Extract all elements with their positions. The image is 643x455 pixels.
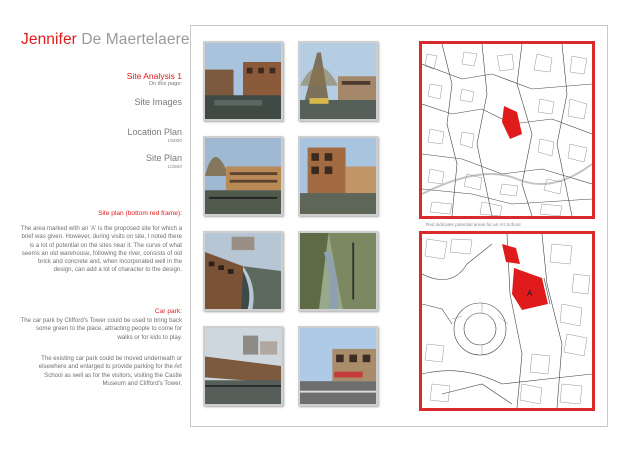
name-first: Jennifer (21, 31, 77, 48)
sidebar (0, 0, 190, 455)
site-photo-3[interactable] (203, 136, 283, 216)
location-plan-map[interactable] (419, 41, 595, 219)
site-photo-2[interactable] (298, 41, 378, 121)
map-caption: Red indicates potential areas for an Art School (426, 222, 521, 227)
site-owner-name (21, 31, 190, 49)
site-photo-6[interactable] (298, 231, 378, 311)
location-plan-scale: 1/5000 (167, 139, 182, 144)
site-photo-8[interactable] (298, 326, 378, 406)
site-plan-map[interactable] (419, 231, 595, 411)
car-park-description-2: The existing car park could be moved underneath or elsewhere and enlarged to provide parking for the Art School as well as for the visitors, visiting the Castle Museum and Clifford's Tower. (38, 355, 182, 387)
nav-site-plan[interactable]: Site Plan (145, 153, 182, 163)
on-this-page-label: On this page: (148, 81, 182, 87)
site-marker-label: A (527, 289, 533, 298)
site-plan-description: The area marked with an 'A' is the proposed site for which a brief was given. However, during visits on site, I noted there is a lot of potential on the sites near it. The curve of what seems an old warehouse, following the river, consists of old brick and concrete and, when incorporated well in the design, can add a lot of character to the design. (20, 225, 182, 274)
car-park-description-1: The car park by Clifford's Tower could be used to bring back some green to the place, attracting people to come for walks or for kids to play. (20, 317, 182, 341)
section-title: Site Analysis 1 (126, 71, 182, 81)
site-plan-scale: 1/2500 (167, 165, 182, 170)
site-photo-4[interactable] (298, 136, 378, 216)
site-photo-1[interactable] (203, 41, 283, 121)
nav-site-images[interactable]: Site Images (134, 97, 182, 107)
nav-location-plan[interactable]: Location Plan (127, 127, 182, 137)
name-last: De Maertelaere (76, 31, 190, 48)
site-plan-heading: Site plan (bottom red frame): (98, 210, 182, 217)
car-park-heading: Car park: (154, 308, 182, 315)
site-photo-5[interactable] (203, 231, 283, 311)
site-photo-7[interactable] (203, 326, 283, 406)
